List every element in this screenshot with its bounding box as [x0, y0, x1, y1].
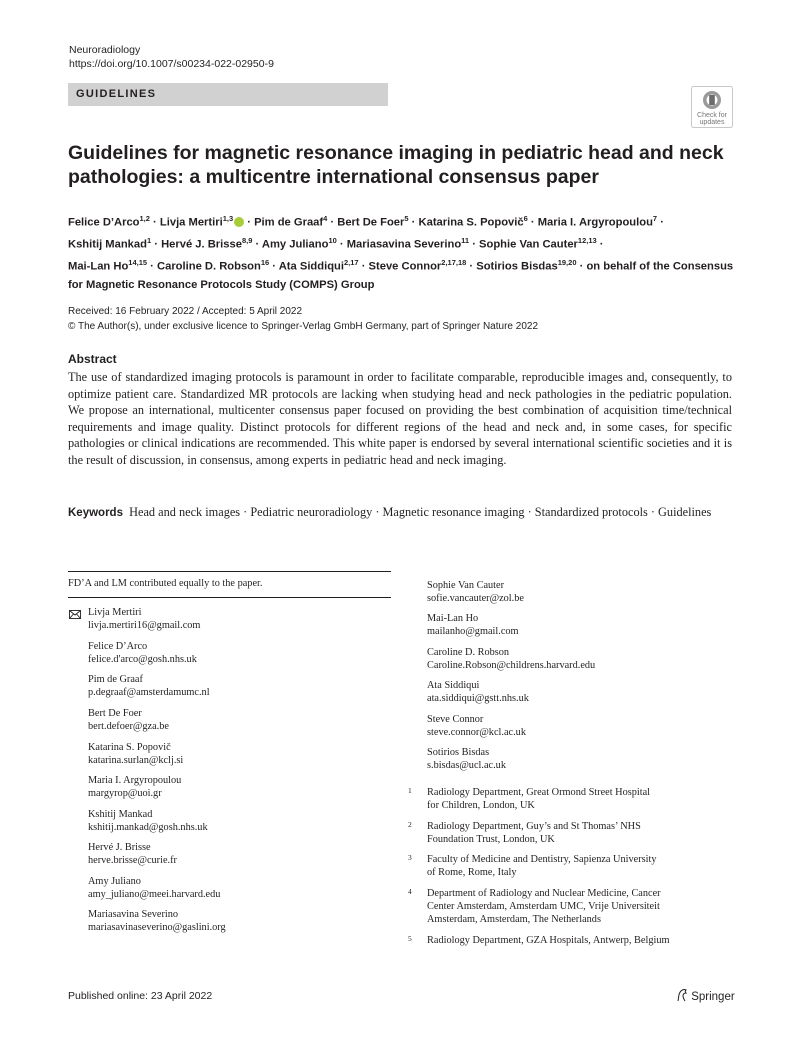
author[interactable]: Mai-Lan Ho	[68, 261, 129, 274]
affiliation-line: Department of Radiology and Nuclear Medicine, Cancer	[427, 888, 661, 899]
author[interactable]: Mariasavina Severino	[346, 238, 462, 251]
contact-entry	[427, 679, 529, 705]
paper-title	[68, 141, 728, 189]
contact-entry	[88, 673, 210, 699]
author-affil: 11	[461, 236, 470, 246]
equal-contribution-note: FD’A and LM contributed equally to the paper.	[68, 578, 263, 589]
author[interactable]: Ata Siddiqui	[278, 261, 344, 274]
contact-name: Katarina S. Popovič	[88, 742, 171, 753]
contact-name: Sophie Van Cauter	[427, 580, 505, 591]
contact-name: Livja Mertiri	[88, 607, 142, 618]
author-affil: 2,17	[343, 258, 359, 268]
author-affil: 2,17,18	[441, 258, 467, 268]
contact-name: Bert De Foer	[88, 708, 142, 719]
keywords	[68, 504, 732, 522]
author-affil: 14,15	[128, 258, 148, 268]
envelope-icon	[69, 606, 81, 615]
contact-entry	[88, 640, 197, 666]
affiliation-line: Radiology Department, Great Ormond Street Hospital	[427, 787, 651, 798]
contact-entry	[88, 606, 200, 632]
affiliation-line: Amsterdam, Amsterdam, The Netherlands	[427, 914, 601, 926]
contact-name: Amy Juliano	[88, 876, 141, 887]
affiliation	[408, 820, 708, 846]
affiliation-number: 2	[408, 820, 412, 829]
author-affil: 8,9	[241, 236, 253, 246]
affiliation-number: 4	[408, 887, 412, 896]
author-affil: 1,3	[222, 214, 234, 223]
abstract-text: The use of standardized imaging protocols is paramount in order to facilitate comparable, reproducible images and, consequently, to optimize patient care. Standardized MR protocols are lacking when studying head and neck pathologies in the pediatric population. We propose an international, multicenter consensus paper focused on providing the best combination of acquisition time/technical requirements and image quality. Distinct protocols for different regions of the head and neck and, in some cases, for specific pathologies or clinical indications are recommended. This white paper is endorsed by several international scientific societies and it is the result of discussion, in consensus, among experts in pediatric head and neck imaging.	[68, 370, 732, 467]
contact-email[interactable]: s.bisdas@ucl.ac.uk	[427, 760, 506, 772]
contact-name: Kshitij Mankad	[88, 809, 153, 820]
contact-name: Pim de Graaf	[88, 674, 143, 685]
affiliation-line: Radiology Department, Guy’s and St Thomas’ NHS	[427, 821, 641, 832]
journal-name: Neuroradiology	[69, 44, 141, 56]
affiliation-number: 1	[408, 786, 412, 795]
contact-name: Mai-Lan Ho	[427, 613, 479, 624]
crossmark-label-2: updates	[699, 119, 725, 126]
contact-email[interactable]: livja.mertiri16@gmail.com	[88, 620, 201, 632]
contact-entry	[427, 713, 526, 739]
contact-name: Ata Siddiqui	[427, 680, 480, 691]
author-affil: 5	[404, 214, 409, 223]
contact-email[interactable]: mariasavinaseverino@gaslini.org	[88, 922, 226, 934]
author-affil: 1	[146, 236, 152, 246]
affiliation-line: Radiology Department, GZA Hospitals, Antwerp, Belgium	[427, 935, 670, 946]
contact-email[interactable]: herve.brisse@curie.fr	[88, 855, 177, 867]
contact-email[interactable]: Caroline.Robson@childrens.harvard.edu	[427, 660, 596, 672]
affiliation-line: Foundation Trust, London, UK	[427, 834, 555, 846]
contact-entry	[88, 875, 220, 901]
contact-name: Mariasavina Severino	[88, 909, 179, 920]
author-affil: 1,2	[139, 214, 150, 223]
title-line-2: pathologies: a multicentre international consensus paper	[68, 166, 599, 188]
contact-email[interactable]: kshitij.mankad@gosh.nhs.uk	[88, 822, 208, 834]
contact-entry	[88, 774, 181, 800]
affiliation-number: 3	[408, 853, 412, 862]
doi-link[interactable]: https://doi.org/10.1007/s00234-022-02950-9	[69, 58, 274, 70]
contact-email[interactable]: katarina.surlan@kclj.si	[88, 755, 184, 767]
author[interactable]: Kshitij Mankad	[68, 238, 147, 251]
contact-email[interactable]: amy_juliano@meei.harvard.edu	[88, 889, 221, 901]
contact-entry	[88, 808, 208, 834]
crossmark-label-1: Check for	[697, 112, 727, 119]
author-affil: 4	[323, 214, 328, 223]
contact-name: Felice D’Arco	[88, 641, 148, 652]
author[interactable]: Pim de Graaf	[254, 216, 324, 229]
contact-email[interactable]: steve.connor@kcl.ac.uk	[427, 727, 526, 739]
affiliation-line: Center Amsterdam, Amsterdam UMC, Vrije Universiteit	[427, 901, 660, 913]
crossmark-icon	[691, 86, 733, 128]
author[interactable]: Bert De Foer	[337, 216, 405, 229]
contact-entry	[427, 612, 519, 638]
copyright: © The Author(s), under exclusive licence to Springer-Verlag GmbH Germany, part of Springer Nature 2022	[68, 321, 538, 332]
author[interactable]: Hervé J. Brisse	[161, 238, 242, 251]
contact-email[interactable]: mailanho@gmail.com	[427, 626, 519, 638]
contact-name: Steve Connor	[427, 714, 484, 725]
contact-name: Maria I. Argyropoulou	[88, 775, 182, 786]
author-affil: 10	[328, 236, 337, 246]
author[interactable]: Steve Connor	[368, 261, 442, 274]
title-line-1: Guidelines for magnetic resonance imaging in pediatric head and neck	[68, 142, 724, 164]
contact-email[interactable]: sofie.vancauter@zol.be	[427, 593, 524, 605]
contact-name: Sotirios Bisdas	[427, 747, 490, 758]
author-affil: 19,20	[557, 258, 577, 268]
author[interactable]: Katarina S. Popovič	[418, 216, 524, 229]
contact-entry	[427, 579, 524, 605]
abstract-heading: Abstract	[68, 352, 117, 366]
contact-entry	[88, 908, 226, 934]
affiliation	[408, 786, 708, 812]
affiliation-line: for Children, London, UK	[427, 800, 535, 812]
group-author: on behalf of the Consensus for Magnetic Resonance Protocols Study (COMPS) Group	[68, 261, 734, 291]
section-banner	[68, 83, 388, 106]
footnote-rule	[68, 571, 391, 572]
contact-name: Caroline D. Robson	[427, 647, 510, 658]
affiliation	[408, 934, 708, 947]
orcid-icon[interactable]	[234, 217, 244, 227]
contact-entry	[427, 646, 595, 672]
affiliation	[408, 853, 708, 879]
article-dates	[68, 304, 538, 334]
check-for-updates-badge[interactable]	[691, 86, 733, 128]
author[interactable]: Amy Juliano	[261, 238, 329, 251]
contact-email[interactable]: bert.defoer@gza.be	[88, 721, 169, 733]
keywords-text: Head and neck images · Pediatric neuroradiology · Magnetic resonance imaging · Standardized protocols · Guidelines	[129, 505, 712, 519]
author-affil: 12,13	[577, 236, 597, 246]
received-accepted: Received: 16 February 2022 / Accepted: 5 April 2022	[68, 306, 303, 317]
author[interactable]: Livja Mertiri	[159, 216, 223, 229]
affiliation-line: of Rome, Rome, Italy	[427, 867, 517, 879]
contact-email[interactable]: p.degraaf@amsterdamumc.nl	[88, 687, 210, 699]
author[interactable]: Sotirios Bisdas	[476, 261, 558, 274]
journal-header	[69, 43, 274, 71]
keywords-label: Keywords	[68, 507, 123, 519]
contact-email[interactable]: felice.d'arco@gosh.nhs.uk	[88, 654, 197, 666]
author-list: Felice D’Arco$^{1,2}$ · Livja Mertiri$^{1,3}$ · Pim de Graaf$^4$ · Bert De Foer$^5$ · Katarina S. Popovič$^6$ · Maria I. Argyropoulou$^7$ · Kshitij Mankad$^1$ · Hervé J. Brisse$^{8,9}$ · Amy Juliano$^{10}$ · Mariasavina Severino$^{11}$ · Sophie Van Cauter$^{12,13}$ · Mai-Lan Ho$^{14,15}$ · Caroline D. Robson$^{16}$ · Ata Siddiqui$^{2,17}$ · Steve Connor$^{2,17,18}$ · Sotirios Bisdas$^{19,20}$ · on behalf of the Consensus for Magnetic Resonance Protocols Study (COMPS) Group	[68, 214, 734, 291]
section-label: GUIDELINES	[76, 88, 157, 100]
author[interactable]: Sophie Van Cauter	[479, 238, 578, 251]
contact-name: Hervé J. Brisse	[88, 842, 151, 853]
affiliation-line: Faculty of Medicine and Dentistry, Sapienza University	[427, 854, 657, 865]
springer-horse-icon	[676, 988, 688, 1002]
author[interactable]: Felice D’Arco	[68, 216, 140, 229]
author[interactable]: Maria I. Argyropoulou	[537, 216, 653, 229]
author-affil: 7	[652, 214, 658, 223]
author[interactable]: Caroline D. Robson	[157, 261, 261, 274]
publisher-logo	[676, 988, 735, 1003]
contact-email[interactable]: ata.siddiqui@gstt.nhs.uk	[427, 693, 529, 705]
contact-entry	[88, 841, 177, 867]
affiliation	[408, 887, 708, 927]
contact-entry	[427, 746, 506, 772]
contact-entry	[88, 741, 183, 767]
contact-email[interactable]: margyrop@uoi.gr	[88, 788, 162, 800]
publisher-name: Springer	[691, 991, 735, 1003]
footnote-rule	[68, 597, 391, 598]
author-affil: 16	[260, 258, 270, 268]
contact-entry	[88, 707, 169, 733]
published-online: Published online: 23 April 2022	[68, 990, 213, 1002]
affiliation-number: 5	[408, 934, 412, 943]
author-affil: 6	[523, 214, 528, 223]
